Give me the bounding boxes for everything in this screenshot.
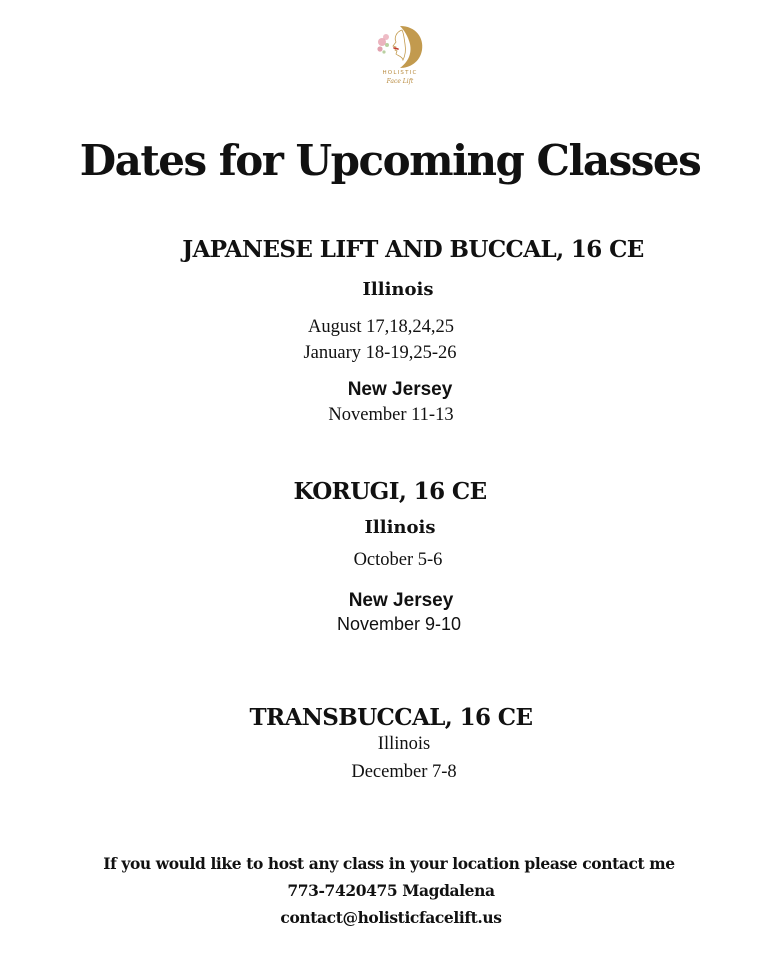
- course-title-japanese-lift: JAPANESE LIFT AND BUCCAL, 16 CE: [182, 236, 644, 263]
- contact-invitation: If you would like to host any class in your location please contact me: [103, 854, 675, 873]
- course-1-state-new-jersey: New Jersey: [347, 379, 453, 400]
- course-1-new-jersey-date-1: November 11-13: [328, 405, 454, 425]
- course-2-state-new-jersey: New Jersey: [348, 590, 454, 611]
- course-title-korugi: KORUGI, 16 CE: [293, 478, 487, 505]
- course-title-transbuccal: TRANSBUCCAL, 16 CE: [249, 704, 533, 731]
- contact-phone[interactable]: 773-7420475 Magdalena: [287, 881, 495, 900]
- logo-text-holistic: HOLISTIC: [382, 70, 418, 76]
- contact-email[interactable]: contact@holisticfacelift.us: [280, 908, 502, 927]
- logo-text-facelift: Face Lift: [386, 78, 414, 85]
- page-title: Dates for Upcoming Classes: [79, 136, 701, 185]
- course-2-illinois-date-1: October 5-6: [353, 550, 443, 570]
- course-1-illinois-date-2: January 18-19,25-26: [303, 343, 457, 363]
- course-3-illinois-date-1: December 7-8: [351, 762, 457, 782]
- face-profile-icon: [372, 22, 428, 70]
- course-2-state-illinois: Illinois: [364, 517, 436, 538]
- course-1-state-illinois: Illinois: [362, 279, 434, 300]
- brand-logo: [372, 22, 428, 92]
- course-2-new-jersey-date-1: November 9-10: [336, 614, 462, 634]
- course-3-state-illinois: Illinois: [377, 734, 431, 754]
- course-1-illinois-date-1: August 17,18,24,25: [308, 317, 454, 337]
